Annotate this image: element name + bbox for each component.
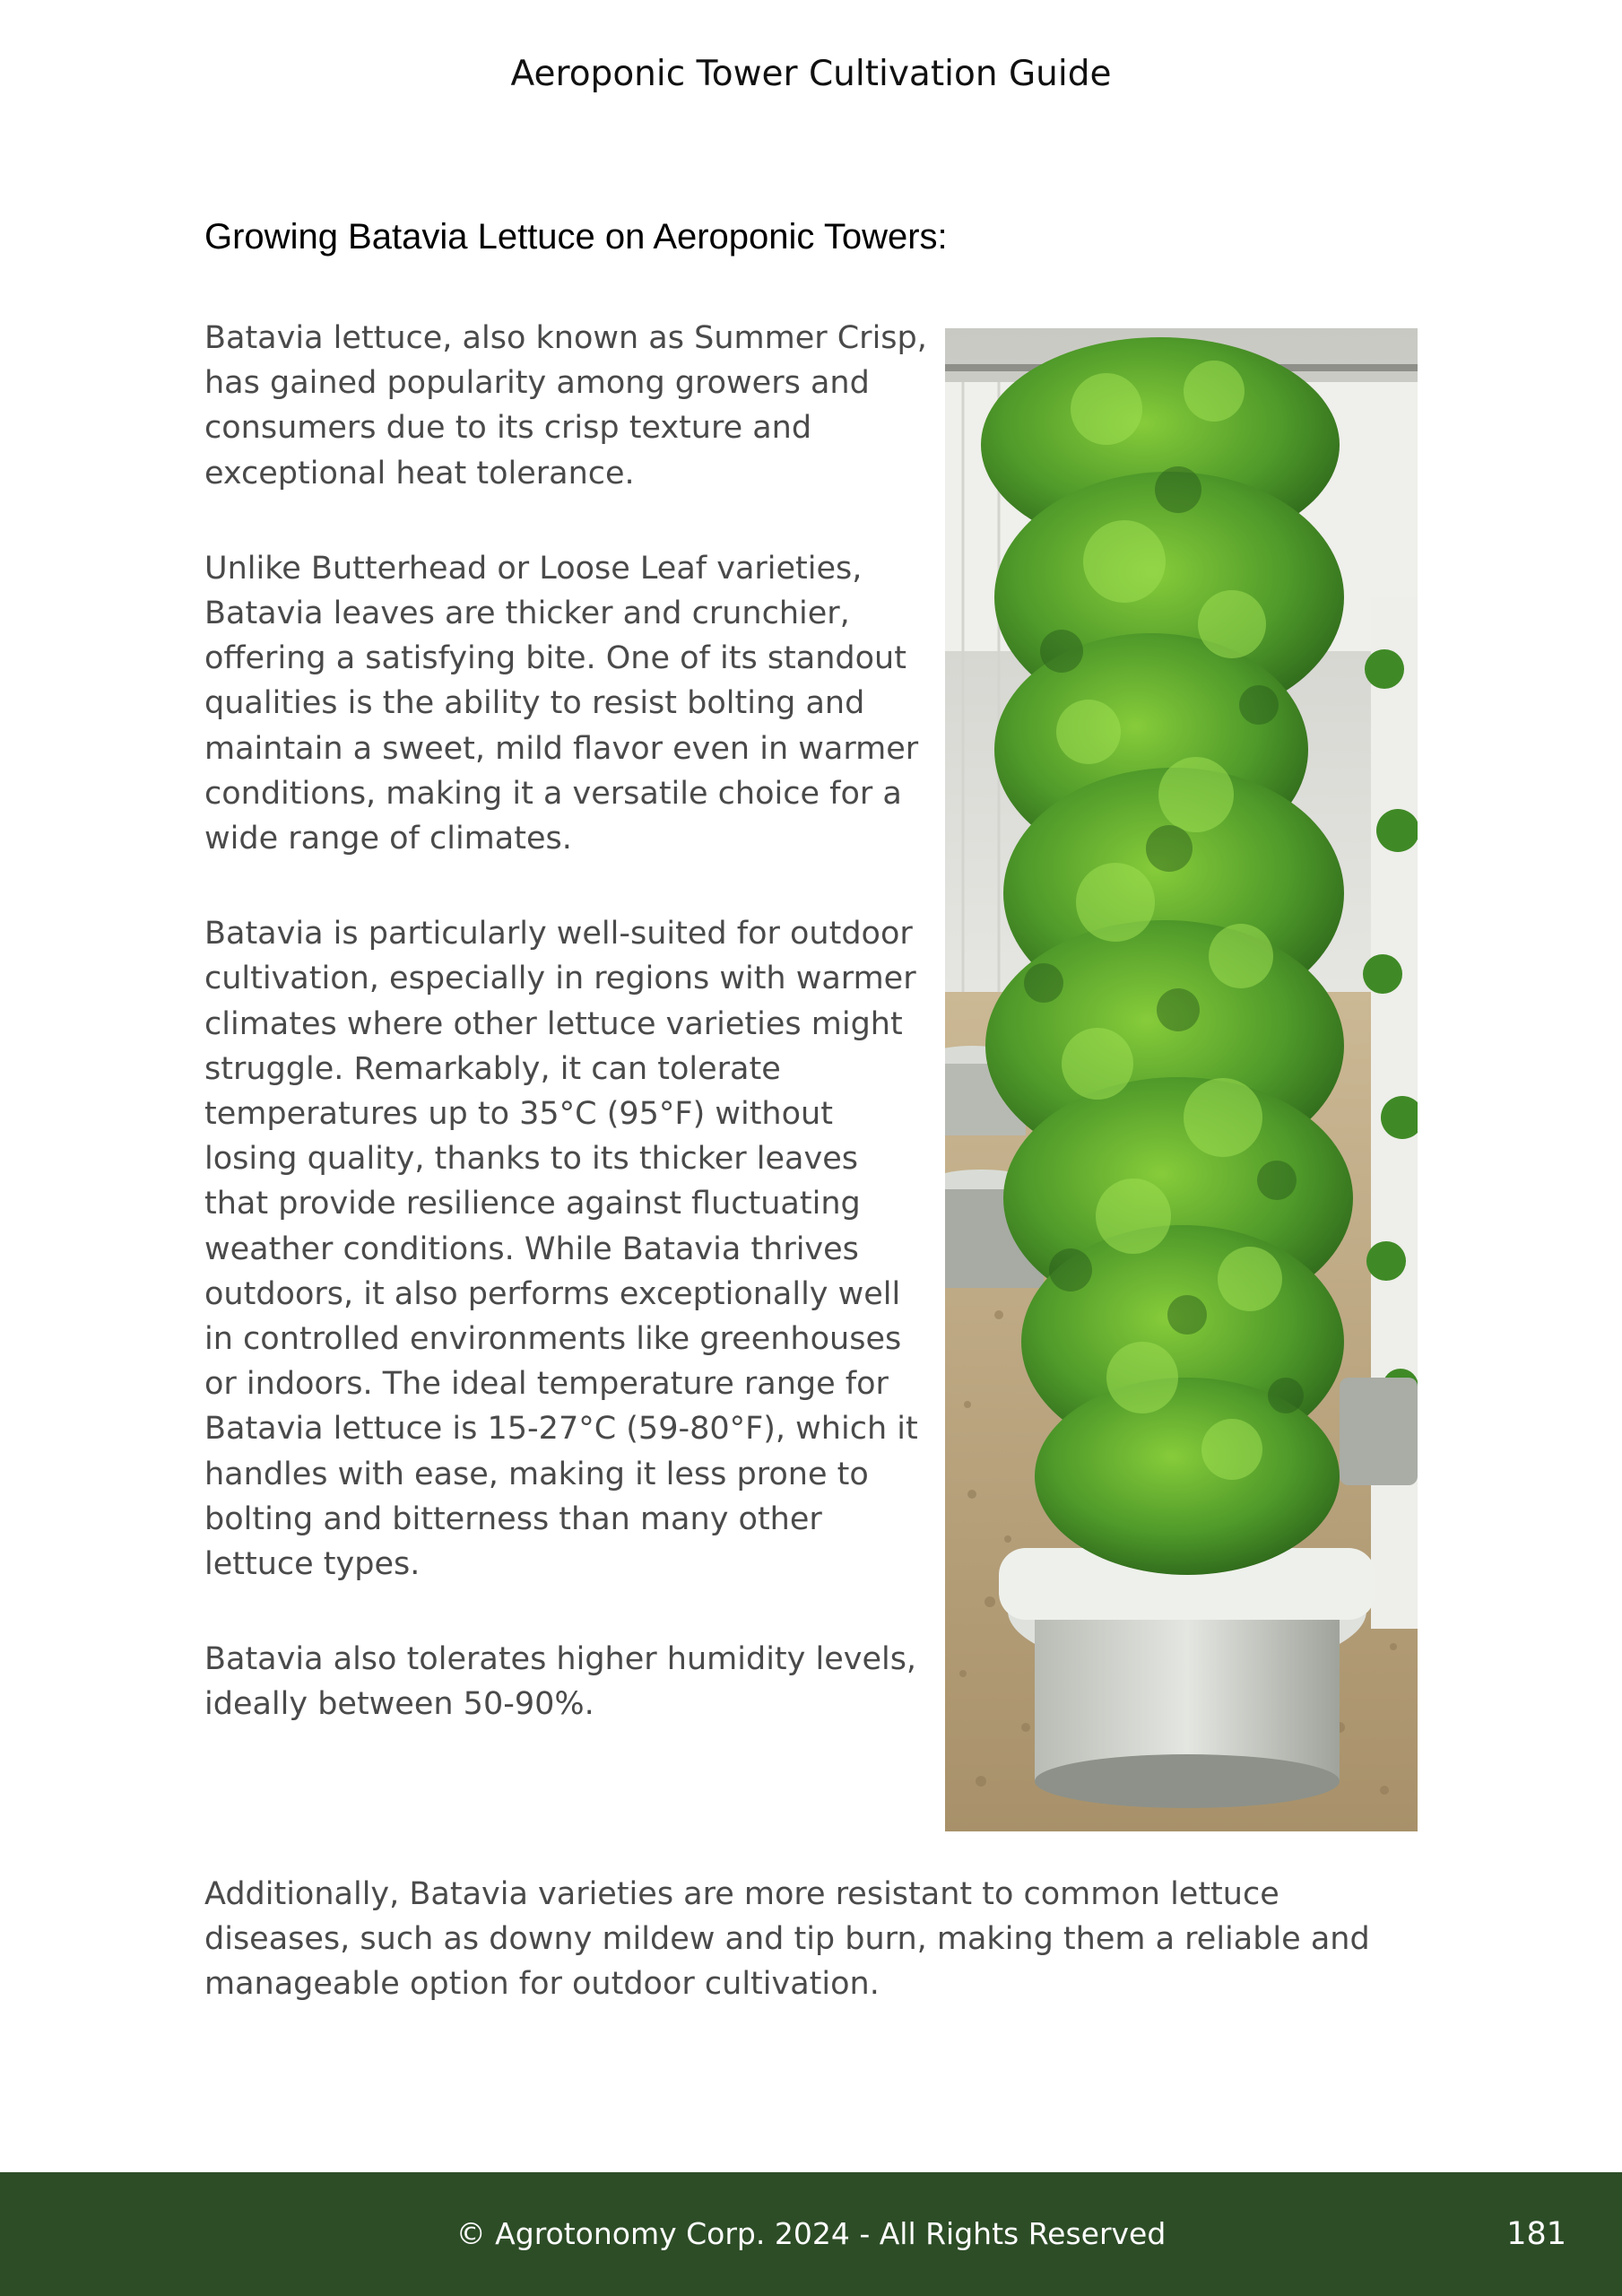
page-footer <box>0 2172 1622 2296</box>
text-column <box>204 316 931 1778</box>
page-number: 181 <box>1506 2216 1566 2252</box>
paragraph-intro: Batavia lettuce, also known as Summer Crisp, has gained popularity among growers and consumers due to its crisp texture and exceptional heat tolerance. <box>204 320 927 491</box>
document-header-title: Aeroponic Tower Cultivation Guide <box>510 54 1112 94</box>
footer-copyright: © Agrotonomy Corp. 2024 - All Rights Reserved <box>455 2216 1167 2251</box>
paragraph-humidity: Batavia also tolerates higher humidity levels, ideally between 50-90%. <box>204 1641 917 1723</box>
paragraph-leaf-qualities: Unlike Butterhead or Loose Leaf varieties, Batavia leaves are thicker and crunchier, offering a satisfying bite. One of its standout qualities is the ability to resist bolting and maintain a sweet, mild flavor even in warmer conditions, making it a versatile choice for a wide range of climates. <box>204 550 919 857</box>
paragraph-disease-resistance: Additionally, Batavia varieties are more resistant to common lettuce diseases, such as downy mildew and tip burn, making them a reliable and manageable option for outdoor cultivation. <box>204 1876 1370 2003</box>
section-title: Growing Batavia Lettuce on Aeroponic Towers: <box>204 217 948 257</box>
lettuce-tower-illustration <box>945 328 1418 1831</box>
paragraph-cultivation-temperature: Batavia is particularly well-suited for outdoor cultivation, especially in regions with warmer climates where other lettuce varieties might struggle. Remarkably, it can tolerate temperatures up to 35°C (95°F) without losing quality, thanks to its thicker leaves that provide resilience against fluctuating weather conditions. While Batavia thrives outdoors, it also performs exceptionally well in controlled environments like greenhouses or indoors. The ideal temperature range for Batavia lettuce is 15-27°C (59-80°F), which it handles with ease, making it less prone to bolting and bitterness than many other lettuce types. <box>204 916 918 1583</box>
batavia-lettuce-tower-photo <box>945 328 1418 1831</box>
